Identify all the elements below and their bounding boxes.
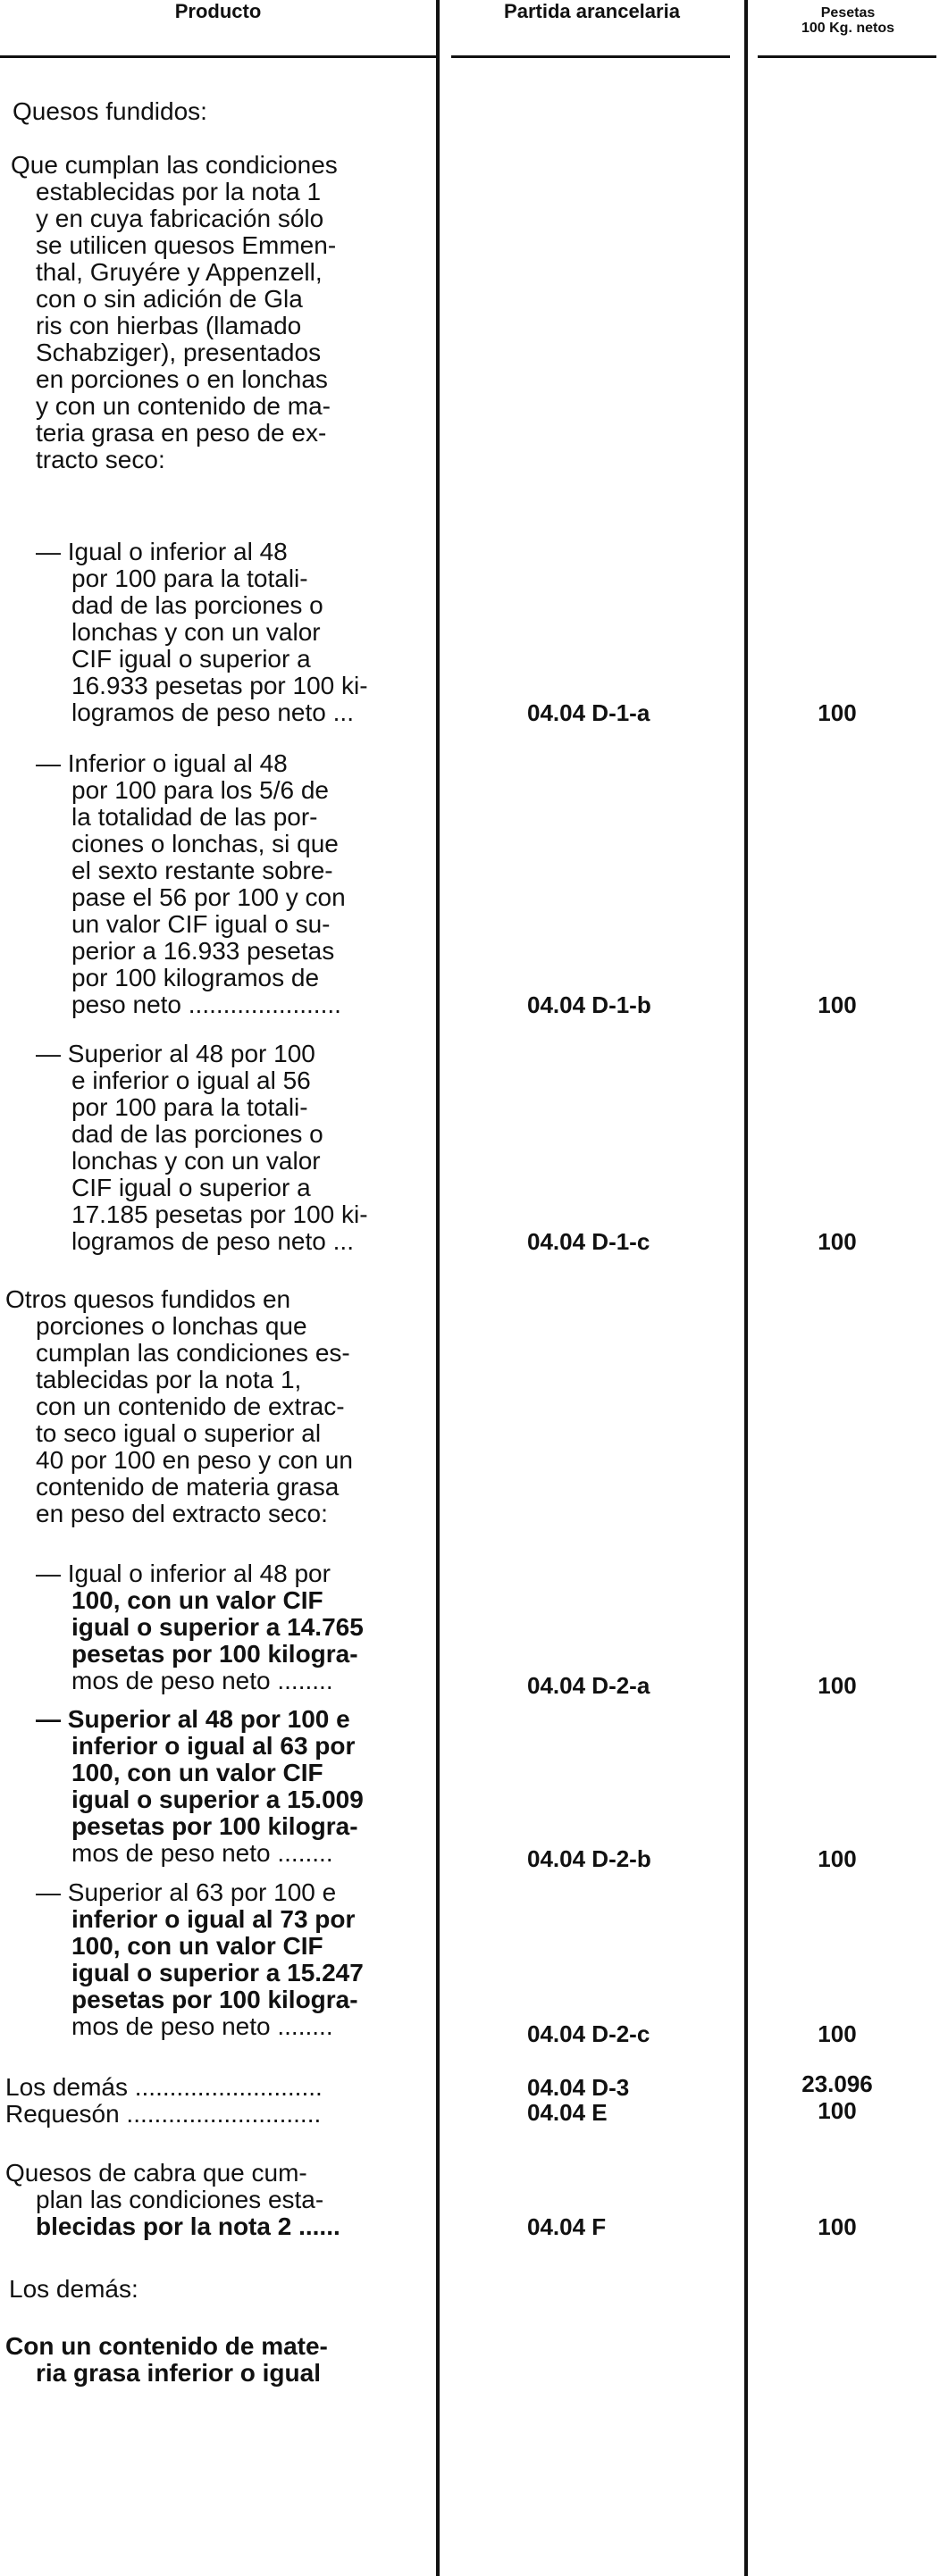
text-line: lonchas y con un valor [71, 618, 321, 646]
text-line: con o sin adición de Gla [36, 285, 303, 313]
tariff-value: 100 [818, 991, 857, 1018]
section-title-quesos-fundidos: Quesos fundidos: [13, 97, 207, 125]
text-line: — Superior al 48 por 100 e [36, 1705, 350, 1733]
text-line: 17.185 pesetas por 100 ki- [71, 1200, 368, 1228]
header-underline-partida [451, 55, 730, 58]
text-line: establecidas por la nota 1 [36, 178, 322, 205]
text-line: Los demás ........................... [5, 2073, 323, 2101]
text-line: 100, con un valor CIF [71, 1759, 323, 1786]
text-line: pesetas por 100 kilogra- [71, 1986, 358, 2013]
text-line: dad de las porciones o [71, 1120, 323, 1148]
text-line: — Inferior o igual al 48 [36, 749, 288, 777]
header-pesetas-line1: Pesetas [820, 5, 876, 21]
text-line: inferior o igual al 63 por [71, 1732, 356, 1760]
text-line: y en cuya fabricación sólo [36, 205, 324, 232]
text-line: por 100 para la totali- [71, 1093, 308, 1121]
tariff-code: 04.04 E [527, 2099, 608, 2126]
tariff-code: 04.04 D-2-c [527, 2020, 650, 2047]
header-underline-producto [0, 55, 436, 58]
text-line: ria grasa inferior o igual [36, 2359, 321, 2387]
header-pesetas-line2: 100 Kg. netos [801, 21, 895, 36]
tariff-value: 100 [818, 2020, 857, 2047]
text-line: Con un contenido de mate- [5, 2332, 328, 2360]
tariff-value: 100 [818, 1228, 857, 1255]
text-line: Que cumplan las condiciones [11, 151, 338, 179]
text-line: CIF igual o superior a [71, 645, 311, 673]
text-line: CIF igual o superior a [71, 1174, 311, 1201]
text-line: igual o superior a 14.765 [71, 1613, 364, 1641]
text-line: dad de las porciones o [71, 591, 323, 619]
tariff-code: 04.04 F [527, 2213, 607, 2240]
text-line: con un contenido de extrac- [36, 1393, 345, 1420]
text-line: pase el 56 por 100 y con [71, 883, 346, 911]
text-line: Otros quesos fundidos en [5, 1285, 291, 1313]
text-line: ciones o lonchas, si que [71, 830, 339, 857]
text-line: to seco igual o superior al [36, 1419, 322, 1447]
tariff-code: 04.04 D-1-b [527, 991, 651, 1018]
header-underline-pesetas [758, 55, 936, 58]
text-line: por 100 para los 5/6 de [71, 776, 329, 804]
text-line: en peso del extracto seco: [36, 1500, 328, 1527]
header-producto: Producto [174, 0, 262, 22]
text-line: tablecidas por la nota 1, [36, 1366, 302, 1393]
text-line: ris con hierbas (llamado [36, 312, 302, 339]
tariff-code: 04.04 D-3 [527, 2074, 630, 2101]
text-line: la totalidad de las por- [71, 803, 318, 831]
text-line: mos de peso neto ........ [71, 1667, 333, 1694]
text-line: 100, con un valor CIF [71, 1586, 323, 1614]
text-line: lonchas y con un valor [71, 1147, 321, 1175]
text-line: peso neto ...................... [71, 991, 341, 1018]
text-line: 100, con un valor CIF [71, 1932, 323, 1960]
text-line: por 100 para la totali- [71, 565, 308, 592]
column-divider-right [744, 0, 748, 2576]
text-line: por 100 kilogramos de [71, 964, 320, 991]
text-line: thal, Gruyére y Appenzell, [36, 258, 323, 286]
text-line: mos de peso neto ........ [71, 1839, 333, 1867]
text-line: logramos de peso neto ... [71, 1227, 354, 1255]
text-line: tracto seco: [36, 446, 165, 473]
tariff-value: 23.096 [801, 2070, 873, 2097]
text-line: logramos de peso neto ... [71, 698, 354, 726]
header-partida: Partida arancelaria [504, 0, 680, 22]
text-line: plan las condiciones esta- [36, 2186, 324, 2213]
text-line: inferior o igual al 73 por [71, 1905, 356, 1933]
tariff-code: 04.04 D-2-b [527, 1845, 651, 1872]
text-line: blecidas por la nota 2 ...... [36, 2212, 340, 2240]
tariff-value: 100 [818, 1672, 857, 1699]
text-line: igual o superior a 15.009 [71, 1786, 364, 1813]
text-line: y con un contenido de ma- [36, 392, 331, 420]
column-divider-left [436, 0, 440, 2576]
text-line: Requesón ............................ [5, 2100, 322, 2128]
text-line: perior a 16.933 pesetas [71, 937, 335, 965]
text-line: 16.933 pesetas por 100 ki- [71, 672, 368, 699]
tariff-value: 100 [818, 699, 857, 726]
text-line: contenido de materia grasa [36, 1473, 340, 1501]
text-line: — Igual o inferior al 48 [36, 538, 288, 565]
text-line: mos de peso neto ........ [71, 2012, 333, 2040]
text-line: igual o superior a 15.247 [71, 1959, 364, 1986]
text-line: en porciones o en lonchas [36, 365, 328, 393]
text-line: el sexto restante sobre- [71, 857, 333, 884]
tariff-value: 100 [818, 2097, 857, 2124]
text-line: teria grasa en peso de ex- [36, 419, 327, 447]
tariff-code: 04.04 D-1-a [527, 699, 650, 726]
text-line: — Superior al 48 por 100 [36, 1040, 315, 1067]
tariff-code: 04.04 D-2-a [527, 1672, 650, 1699]
text-line: un valor CIF igual o su- [71, 910, 331, 938]
text-line: 40 por 100 en peso y con un [36, 1446, 353, 1474]
text-line: se utilicen quesos Emmen- [36, 231, 337, 259]
tariff-code: 04.04 D-1-c [527, 1228, 650, 1255]
text-line: pesetas por 100 kilogra- [71, 1640, 358, 1668]
section-title-los-demas: Los demás: [9, 2275, 138, 2303]
text-line: cumplan las condiciones es- [36, 1339, 350, 1367]
text-line: Quesos de cabra que cum- [5, 2159, 307, 2187]
text-line: porciones o lonchas que [36, 1312, 307, 1340]
text-line: — Igual o inferior al 48 por [36, 1560, 331, 1587]
text-line: pesetas por 100 kilogra- [71, 1812, 358, 1840]
tariff-value: 100 [818, 1845, 857, 1872]
text-line: Schabziger), presentados [36, 339, 322, 366]
tariff-value: 100 [818, 2213, 857, 2240]
text-line: e inferior o igual al 56 [71, 1066, 311, 1094]
text-line: — Superior al 63 por 100 e [36, 1878, 337, 1906]
